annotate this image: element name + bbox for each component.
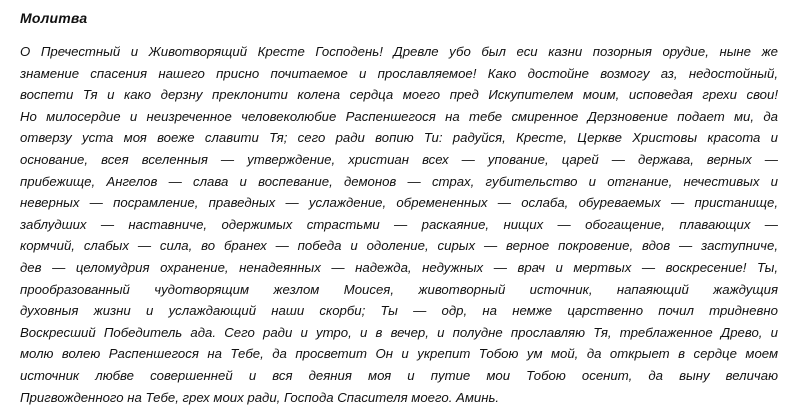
prayer-line: прообразованный чудотворящим жезлом Моисея, животворный источник, напаяющий жаждущия xyxy=(20,279,778,301)
prayer-line-last: Пригвожденного на Тебе, грех моих ради, Господа Спасителя моего. Аминь. xyxy=(20,387,778,408)
prayer-line: воспети Тя и како дерзну преклонити колена сердца моего пред Искупителем моим, исповедая грехи свои! xyxy=(20,84,778,106)
prayer-line: Но милосердие и неизреченное человеколюбие Распеншегося на тебе смиренное Дерзновение подает ми, да xyxy=(20,106,778,128)
prayer-line: прибежище, Ангелов — слава и воспевание, демонов — страх, губительство и отгнание, нечестивых и xyxy=(20,171,778,193)
prayer-line: дев — целомудрия охранение, ненадеянных — надежда, недужных — врач и мертвых — воскресение! Ты, xyxy=(20,257,778,279)
prayer-title: Молитва xyxy=(20,10,87,26)
prayer-line: знамение спасения нашего присно почитаемое и прославляемое! Како достойне возмогу аз, недостойный, xyxy=(20,63,778,85)
prayer-line: основание, всея вселенныя — утверждение, христиан всех — упование, царей — держава, верных — xyxy=(20,149,778,171)
prayer-line: кормчий, слабых — сила, во бранех — победа и одоление, сирых — верное покровение, вдов — заступниче, xyxy=(20,235,778,257)
prayer-line: отверзу уста моя воеже славити Тя; сего ради вопию Ти: радуйся, Кресте, Церкве Христовы красота и xyxy=(20,127,778,149)
prayer-line: О Пречестный и Животворящий Кресте Господень! Древле убо был еси казни позорныя орудие, ныне же xyxy=(20,41,778,63)
prayer-line: духовныя жизни и услаждающий наши скорби; Ты — одр, на немже царственно почил тридневно xyxy=(20,300,778,322)
prayer-line: молю волею Распеншегося на Тебе, да просветит Он и укрепит Тобою ум мой, да открыет в сердце моем xyxy=(20,343,778,365)
prayer-line: Воскресший Победитель ада. Сего ради и утро, и в вечер, и полудне прославляю Тя, треблаженное Древо, и xyxy=(20,322,778,344)
prayer-line: заблудших — наставниче, одержимых страстьми — раскаяние, нищих — обогащение, плавающих — xyxy=(20,214,778,236)
prayer-body xyxy=(20,41,778,408)
prayer-line: источник любве совершенней и вся деяния моя и путие мои Тобою осенит, да выну величаю xyxy=(20,365,778,387)
prayer-line: неверных — посрамление, праведных — услаждение, обремененных — ослаба, обуреваемых — пристанище, xyxy=(20,192,778,214)
